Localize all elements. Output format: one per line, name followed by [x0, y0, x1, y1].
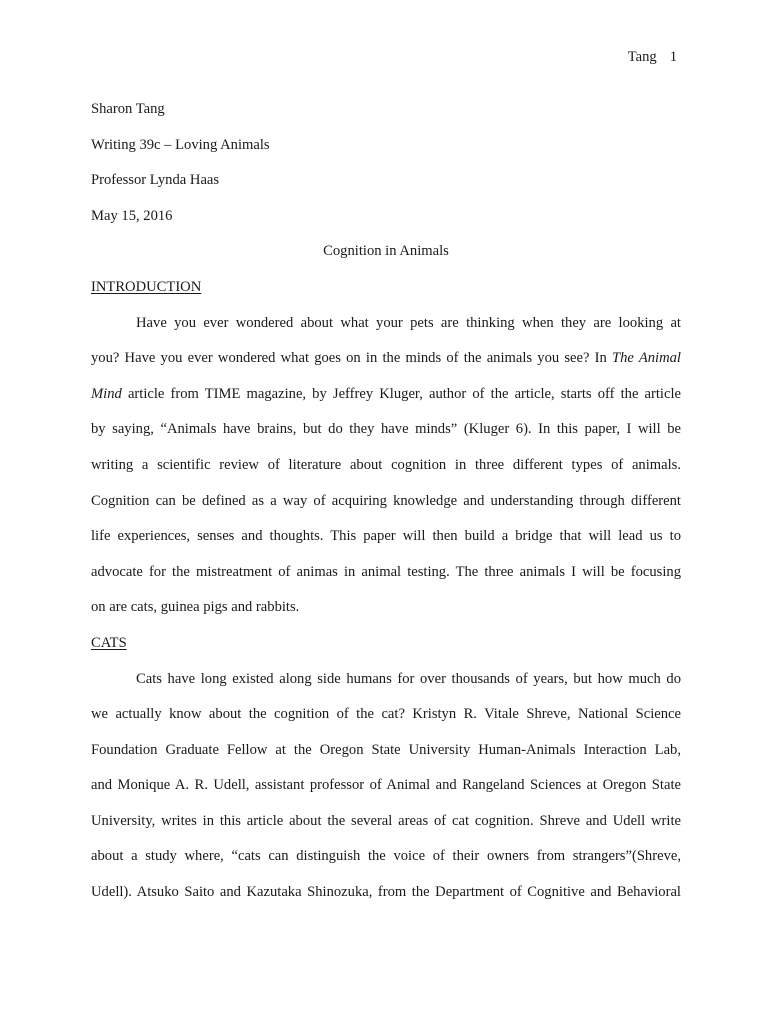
cats-line-5: University, writes in this article about the several areas of cat cognition. Shreve and Udell write [91, 812, 681, 829]
paper-title: Cognition in Animals [323, 243, 449, 260]
intro-line-2: you? Have you ever wondered what goes on in the minds of the animals you see? In The Animal [91, 350, 681, 367]
page-number: 1 [669, 49, 677, 65]
author-name: Sharon Tang [91, 101, 165, 117]
cats-line-4: and Monique A. R. Udell, assistant professor of Animal and Rangeland Sciences at Oregon State [91, 777, 681, 794]
italic-title-part-1: The Animal [612, 350, 681, 367]
intro-line-1: Have you ever wondered about what your pets are thinking when they are looking at [136, 314, 681, 331]
intro-line-6: Cognition can be defined as a way of acquiring knowledge and understanding through different [91, 492, 681, 509]
intro-line-7: life experiences, senses and thoughts. This paper will then build a bridge that will lead us to [91, 528, 681, 545]
italic-title-part-2: Mind [91, 385, 122, 402]
professor-name: Professor Lynda Haas [91, 172, 220, 189]
intro-line-9: on are cats, guinea pigs and rabbits. [91, 599, 300, 616]
cats-line-1: Cats have long existed along side humans for over thousands of years, but how much do [136, 670, 681, 687]
intro-line-3: Mind article from TIME magazine, by Jeffrey Kluger, author of the article, starts off the article [91, 385, 681, 402]
document-body [91, 92, 681, 911]
paper-date: May 15, 2016 [91, 207, 173, 224]
cats-line-7: Udell). Atsuko Saito and Kazutaka Shinozuka, from the Department of Cognitive and Behavioral [91, 884, 681, 901]
cats-line-6: about a study where, “cats can distinguish the voice of their owners from strangers”(Shreve, [91, 848, 681, 865]
cats-line-2: we actually know about the cognition of the cat? Kristyn R. Vitale Shreve, National Science [91, 706, 681, 723]
cats-line-3: Foundation Graduate Fellow at the Oregon State University Human-Animals Interaction Lab, [91, 741, 681, 758]
course-name: Writing 39c – Loving Animals [91, 136, 270, 153]
header-surname: Tang [627, 49, 657, 65]
running-header [628, 47, 677, 67]
intro-line-5: writing a scientific review of literature about cognition in three different types of animals. [91, 456, 681, 473]
intro-line-4: by saying, “Animals have brains, but do they have minds” (Kluger 6). In this paper, I will be [91, 421, 681, 438]
intro-line-8: advocate for the mistreatment of animas in animal testing. The three animals I will be focusing [91, 563, 681, 580]
section-heading-cats: CATS [91, 634, 127, 651]
section-heading-introduction: INTRODUCTION [91, 278, 202, 295]
